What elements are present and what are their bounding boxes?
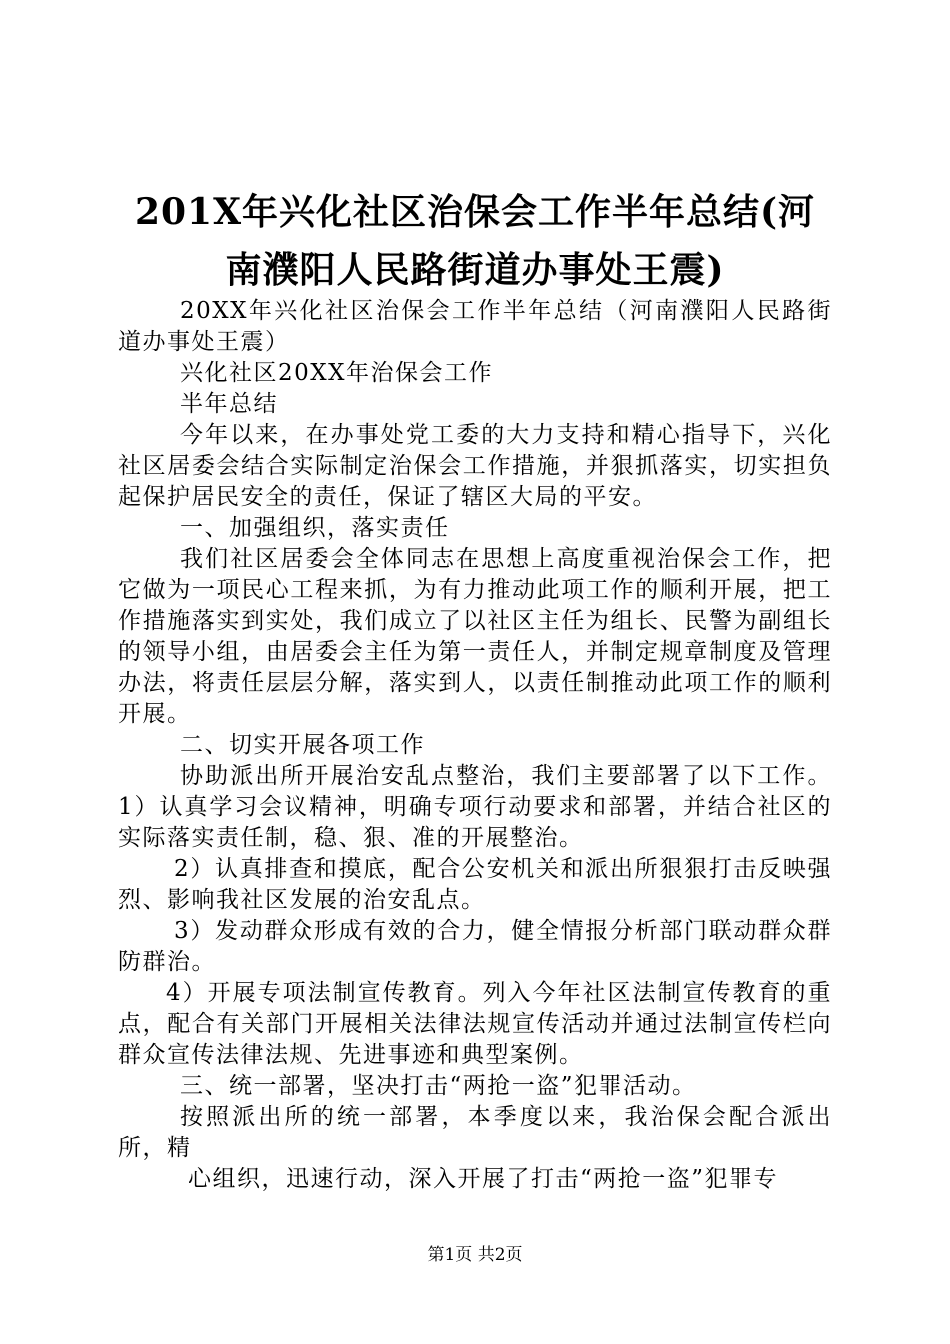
document-body: [118, 296, 832, 1195]
paragraph: 协助派出所开展治安乱点整治，我们主要部署了以下工作。1）认真学习会议精神，明确专项行动要求和部署，并结合社区的实际落实责任制，稳、狠、准的开展整治。: [118, 763, 832, 851]
list-item: 3）发动群众形成有效的合力，健全情报分析部门联动群众群防群治。: [118, 918, 832, 975]
document-title: 201X年兴化社区治保会工作半年总结(河南濮阳人民路街道办事处王震): [134, 191, 816, 291]
section-heading: 一、加强组织，落实责任: [180, 515, 450, 541]
paragraph: 半年总结: [180, 391, 278, 417]
section-heading: 二、切实开展各项工作: [180, 732, 425, 758]
paragraph: 20XX年兴化社区治保会工作半年总结（河南濮阳人民路街道办事处王震）: [118, 298, 832, 355]
paragraph: 心组织，迅速行动，深入开展了打击“两抢一盗”犯罪专: [188, 1166, 779, 1192]
section-heading: 三、统一部署，坚决打击“两抢一盗”犯罪活动。: [180, 1073, 697, 1099]
list-item: 2）认真排查和摸底，配合公安机关和派出所狠狠打击反映强烈、影响我社区发展的治安乱点。: [118, 856, 832, 913]
page-number: 第1页 共2页: [427, 1245, 523, 1265]
paragraph: 兴化社区20XX年治保会工作: [180, 360, 494, 386]
paragraph: 我们社区居委会全体同志在思想上高度重视治保会工作，把它做为一项民心工程来抓，为有力推动此项工作的顺利开展，把工作措施落实到实处，我们成立了以社区主任为组长、民警为副组长的领导小组，由居委会主任为第一责任人，并制定规章制度及管理办法，将责任层层分解，落实到人，以责任制推动此项工作的顺利开展。: [118, 546, 832, 727]
paragraph: 今年以来，在办事处党工委的大力支持和精心指导下，兴化社区居委会结合实际制定治保会工作措施，并狠抓落实，切实担负起保护居民安全的责任，保证了辖区大局的平安。: [118, 422, 832, 510]
list-item: 4）开展专项法制宣传教育。列入今年社区法制宣传教育的重点，配合有关部门开展相关法律法规宣传活动并通过法制宣传栏向群众宣传法律法规、先进事迹和典型案例。: [118, 980, 832, 1068]
paragraph: 按照派出所的统一部署，本季度以来，我治保会配合派出所，精: [118, 1104, 832, 1161]
